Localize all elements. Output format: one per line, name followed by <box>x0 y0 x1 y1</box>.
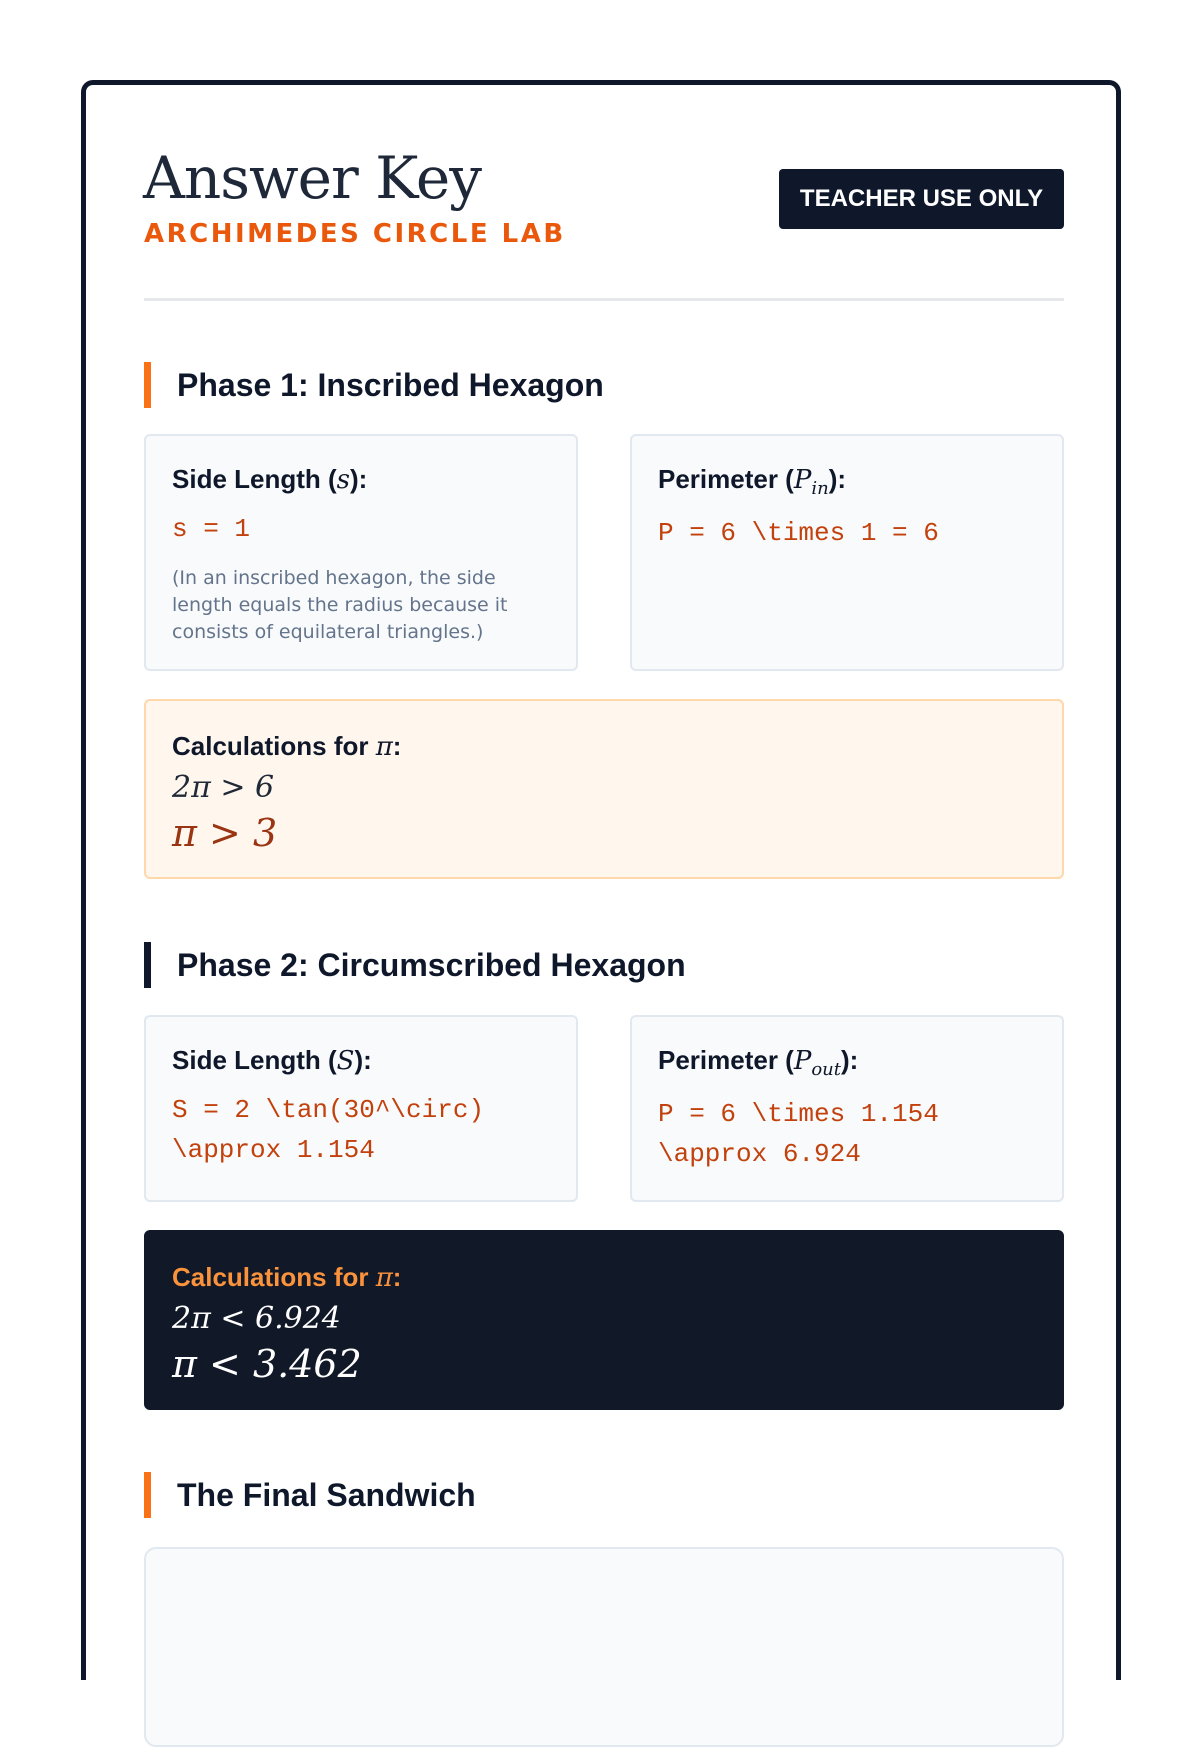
phase1-side-length-box <box>144 434 578 671</box>
phase1-perimeter-code: P = 6 \times 1 = 6 <box>658 518 939 549</box>
phase2-accent-bar <box>144 942 151 988</box>
teacher-use-badge: TEACHER USE ONLY <box>779 169 1064 229</box>
phase2-calc-label: Calculations for π: <box>172 1262 402 1293</box>
phase1-heading <box>144 362 1064 408</box>
header-divider <box>144 298 1064 301</box>
final-sandwich-heading <box>144 1472 1064 1518</box>
phase2-calc-line1: 2π < 6.924 <box>172 1301 341 1336</box>
phase1-side-length-note: (In an inscribed hexagon, the side length equals the radius because it consists of equilateral triangles.) <box>172 567 508 643</box>
phase2-calculations <box>144 1230 1064 1410</box>
header <box>143 144 1064 287</box>
phase1-side-length-label: Side Length (s): <box>172 464 368 495</box>
phase2-side-length-label: Side Length (S): <box>172 1045 372 1076</box>
final-accent-bar <box>144 1472 151 1518</box>
final-sandwich-title: The Final Sandwich <box>177 1476 476 1513</box>
phase1-calc-label: Calculations for π: <box>172 731 402 762</box>
phase2-calc-line2: π < 3.462 <box>172 1342 362 1386</box>
phase1-calc-line2: π > 3 <box>172 811 278 855</box>
phase1-title: Phase 1: Inscribed Hexagon <box>177 366 604 403</box>
phase1-perimeter-label: Perimeter $(P_{in})$: <box>658 464 847 500</box>
phase1-calc-line1: 2π > 6 <box>172 770 275 805</box>
phase2-perimeter-box <box>630 1015 1064 1202</box>
page-subtitle: ARCHIMEDES CIRCLE LAB <box>144 219 566 249</box>
phase1-accent-bar <box>144 362 151 408</box>
phase2-perimeter-code: P = 6 \times 1.154 \approx 6.924 <box>658 1099 939 1170</box>
phase1-side-length-code: s = 1 <box>172 514 251 544</box>
phase2-title: Phase 2: Circumscribed Hexagon <box>177 946 686 983</box>
phase1-perimeter-box <box>630 434 1064 671</box>
phase2-perimeter-label: Perimeter $(P_{out})$: <box>658 1045 859 1081</box>
page-title: Answer Key <box>143 144 481 212</box>
phase2-side-length-code: S = 2 \tan(30^\circ) \approx 1.154 <box>172 1095 485 1165</box>
phase2-side-length-box <box>144 1015 578 1202</box>
phase2-heading <box>144 942 1064 988</box>
answer-key-card <box>81 80 1121 1680</box>
final-sandwich-box <box>144 1547 1064 1747</box>
phase1-calculations <box>144 699 1064 879</box>
